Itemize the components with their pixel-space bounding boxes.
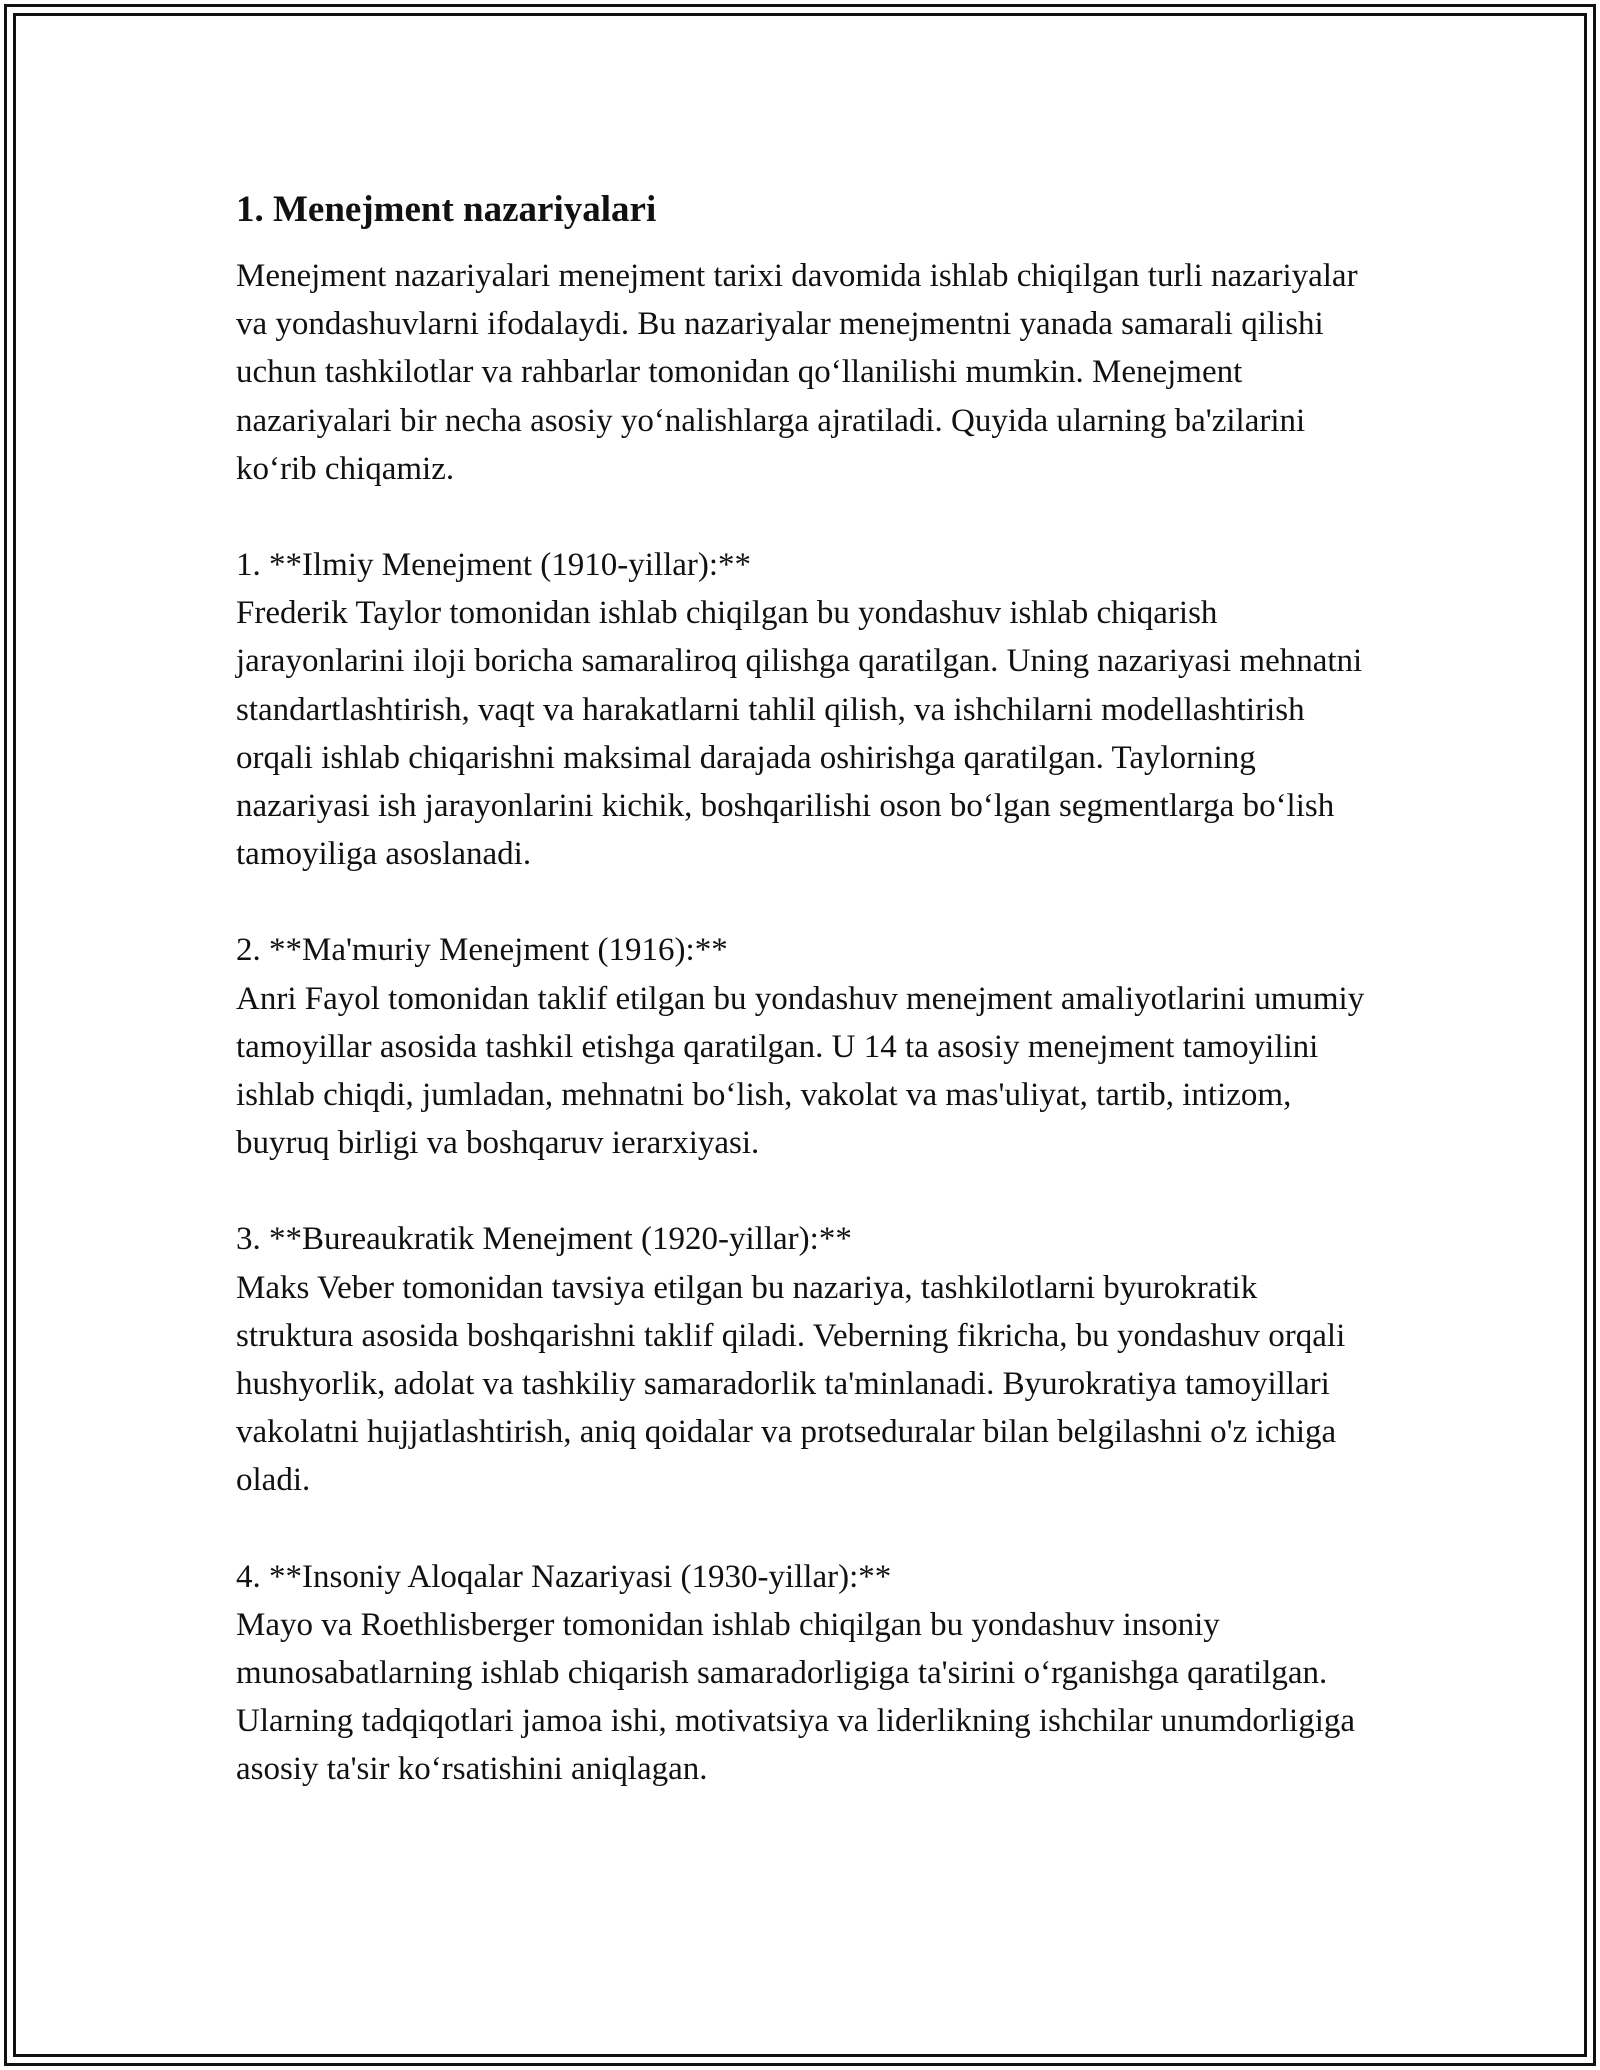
section-4 bbox=[236, 1553, 1376, 1794]
section-heading: 2. **Ma'muriy Menejment (1916):** bbox=[236, 932, 728, 969]
section-3 bbox=[236, 1215, 1376, 1504]
section-heading: 4. **Insoniy Aloqalar Nazariyasi (1930-yillar):** bbox=[236, 1558, 892, 1595]
section-heading: 1. **Ilmiy Menejment (1910-yillar):** bbox=[236, 547, 752, 584]
section-heading: 3. **Bureaukratik Menejment (1920-yillar):** bbox=[236, 1221, 852, 1258]
section-body: Frederik Taylor tomonidan ishlab chiqilgan bu yondashuv ishlab chiqarish jarayonlarini iloji boricha samaraliroq qilishga qaratilgan. Uning nazariyasi mehnatni standartlashtirish, vaqt va harakatlarni tahlil qilish, va ishchilarni modellashtirish orqali ishlab chiqarishni maksimal darajada oshirishga qaratilgan. Taylorning nazariyasi ish jarayonlarini kichik, boshqarilishi oson boʻlgan segmentlarga boʻlish tamoyiliga asoslanadi. bbox=[236, 595, 1363, 873]
paragraph-gap bbox=[236, 878, 1376, 926]
intro-paragraph: Menejment nazariyalari menejment tarixi davomida ishlab chiqilgan turli nazariyalar va yondashuvlarni ifodalaydi. Bu nazariyalar menejmentni yanada samarali qilishi uchun tashkilotlar va rahbarlar tomonidan qoʻllanilishi mumkin. Menejment nazariyalari bir necha asosiy yoʻnalishlarga ajratiladi. Quyida ularning ba'zilarini koʻrib chiqamiz. bbox=[236, 258, 1358, 487]
paragraph-gap bbox=[236, 493, 1376, 541]
document-title: 1. Menejment nazariyalari bbox=[236, 189, 657, 230]
document-body bbox=[236, 186, 1376, 1794]
section-1 bbox=[236, 541, 1376, 878]
section-body: Anri Fayol tomonidan taklif etilgan bu yondashuv menejment amaliyotlarini umumiy tamoyillar asosida tashkil etishga qaratilgan. U 14 ta asosiy menejment tamoyilini ishlab chiqdi, jumladan, mehnatni boʻlish, vakolat va mas'uliyat, tartib, intizom, buyruq birligi va boshqaruv ierarxiyasi. bbox=[236, 980, 1365, 1162]
paragraph-gap bbox=[236, 1505, 1376, 1553]
paragraph-gap bbox=[236, 1167, 1376, 1215]
section-body: Maks Veber tomonidan tavsiya etilgan bu nazariya, tashkilotlarni byurokratik struktura asosida boshqarishni taklif qiladi. Veberning fikricha, bu yondashuv orqali hushyorlik, adolat va tashkiliy samaradorlik ta'minlanadi. Byurokratiya tamoyillari vakolatni hujjatlashtirish, aniq qoidalar va protseduralar bilan belgilashni o'z ichiga oladi. bbox=[236, 1269, 1346, 1499]
section-2 bbox=[236, 926, 1376, 1167]
section-body: Mayo va Roethlisberger tomonidan ishlab chiqilgan bu yondashuv insoniy munosabatlarning ishlab chiqarish samaradorligiga ta'sirini oʻrganishga qaratilgan. Ularning tadqiqotlari jamoa ishi, motivatsiya va liderlikning ishchilar unumdorligiga asosiy ta'sir koʻrsatishini aniqlagan. bbox=[236, 1606, 1356, 1788]
